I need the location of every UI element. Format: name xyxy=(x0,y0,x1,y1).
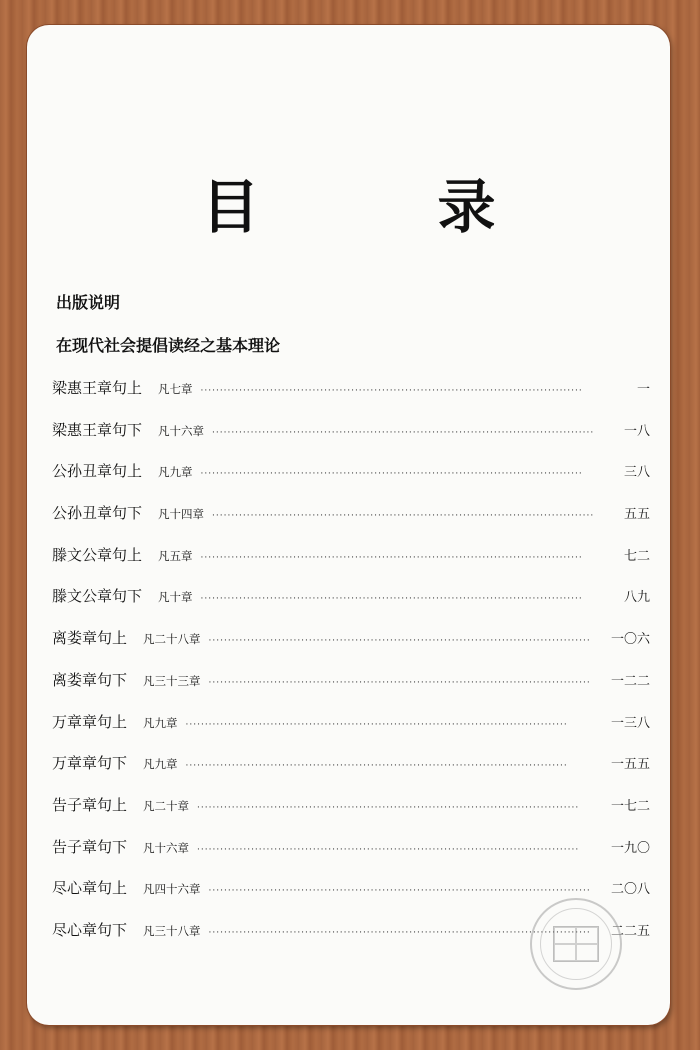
toc-entry xyxy=(52,502,650,544)
dot-leader: ··································································································· xyxy=(185,761,568,772)
chapter-title: 离娄章句上 xyxy=(52,629,128,648)
heading-theory: 在现代社会提倡读经之基本理论 xyxy=(56,336,281,355)
seal-mark-icon xyxy=(553,926,599,962)
chapter-count: 凡十章 xyxy=(158,590,193,605)
chapter-title: 公孙丑章句上 xyxy=(52,462,143,481)
chapter-count: 凡七章 xyxy=(158,382,193,396)
chapter-title: 滕文公章句下 xyxy=(52,587,143,606)
heading-publication-note: 出版说明 xyxy=(56,293,121,312)
page-title: 目 录 xyxy=(201,173,556,241)
page-number: 七二 xyxy=(623,548,650,564)
page-number: 一八 xyxy=(623,423,650,439)
chapter-count: 凡四十六章 xyxy=(143,882,201,897)
chapter-count: 凡九章 xyxy=(158,465,193,480)
dot-leader: ··································································································· xyxy=(208,886,591,897)
chapter-title: 尽心章句上 xyxy=(52,879,128,898)
chapter-title: 万章章句上 xyxy=(52,712,128,731)
dot-leader: ··································································································· xyxy=(212,427,595,438)
toc-entry xyxy=(52,711,650,753)
page-number: 一三八 xyxy=(610,715,650,731)
dot-leader: ··································································································· xyxy=(200,552,583,563)
toc-entry xyxy=(52,669,650,711)
page-number: 一二二 xyxy=(610,673,650,689)
chapter-title: 尽心章句下 xyxy=(52,920,128,939)
chapter-title: 梁惠王章句下 xyxy=(52,420,143,439)
toc-entry xyxy=(52,627,650,669)
dot-leader: ··································································································· xyxy=(200,469,583,480)
chapter-count: 凡三十八章 xyxy=(143,923,201,938)
dot-leader: ··································································································· xyxy=(212,511,595,522)
toc-entry xyxy=(52,752,650,794)
page-number: 一七二 xyxy=(610,798,650,814)
watermark-seal-icon xyxy=(530,898,622,990)
page-number: 二二五 xyxy=(610,923,650,939)
page-number: 一 xyxy=(636,382,650,397)
chapter-count: 凡九章 xyxy=(143,757,178,772)
chapter-count: 凡三十三章 xyxy=(143,673,201,688)
page-number: 一五五 xyxy=(610,757,650,773)
page-number: 一〇六 xyxy=(610,632,650,648)
page-number: 一九〇 xyxy=(610,840,650,856)
chapter-count: 凡十六章 xyxy=(143,840,190,855)
page-number: 五五 xyxy=(623,507,650,523)
chapter-count: 凡二十章 xyxy=(143,798,190,813)
chapter-count: 凡十四章 xyxy=(158,507,205,522)
dot-leader: ··································································································· xyxy=(208,927,591,938)
toc-entry xyxy=(52,419,650,461)
dot-leader: ··································································································· xyxy=(200,386,583,396)
dot-leader: ··································································································· xyxy=(208,636,591,647)
chapter-title: 告子章句下 xyxy=(52,837,128,856)
dot-leader: ··································································································· xyxy=(185,719,568,730)
dot-leader: ··································································································· xyxy=(200,594,583,605)
chapter-title: 梁惠王章句上 xyxy=(52,379,143,397)
chapter-title: 滕文公章句上 xyxy=(52,545,143,564)
toc-entry xyxy=(52,377,650,419)
chapter-title: 离娄章句下 xyxy=(52,670,128,689)
toc-entry xyxy=(52,460,650,502)
page-number: 二〇八 xyxy=(610,882,650,898)
chapter-count: 凡十六章 xyxy=(158,423,205,438)
dot-leader: ··································································································· xyxy=(197,802,580,813)
chapter-title: 告子章句上 xyxy=(52,795,128,814)
page-number: 三八 xyxy=(623,465,650,481)
chapter-title: 万章章句下 xyxy=(52,754,128,773)
toc-entry xyxy=(52,544,650,586)
toc-entry xyxy=(52,836,650,878)
chapter-count: 凡二十八章 xyxy=(143,632,201,647)
chapter-count: 凡五章 xyxy=(158,548,193,563)
page-number: 八九 xyxy=(623,590,650,606)
toc-entry xyxy=(52,794,650,836)
table-of-contents xyxy=(52,377,650,961)
page xyxy=(27,25,670,1025)
toc-entry xyxy=(52,585,650,627)
chapter-count: 凡九章 xyxy=(143,715,178,730)
dot-leader: ··································································································· xyxy=(208,677,591,688)
chapter-title: 公孙丑章句下 xyxy=(52,504,143,523)
dot-leader: ··································································································· xyxy=(197,844,580,855)
